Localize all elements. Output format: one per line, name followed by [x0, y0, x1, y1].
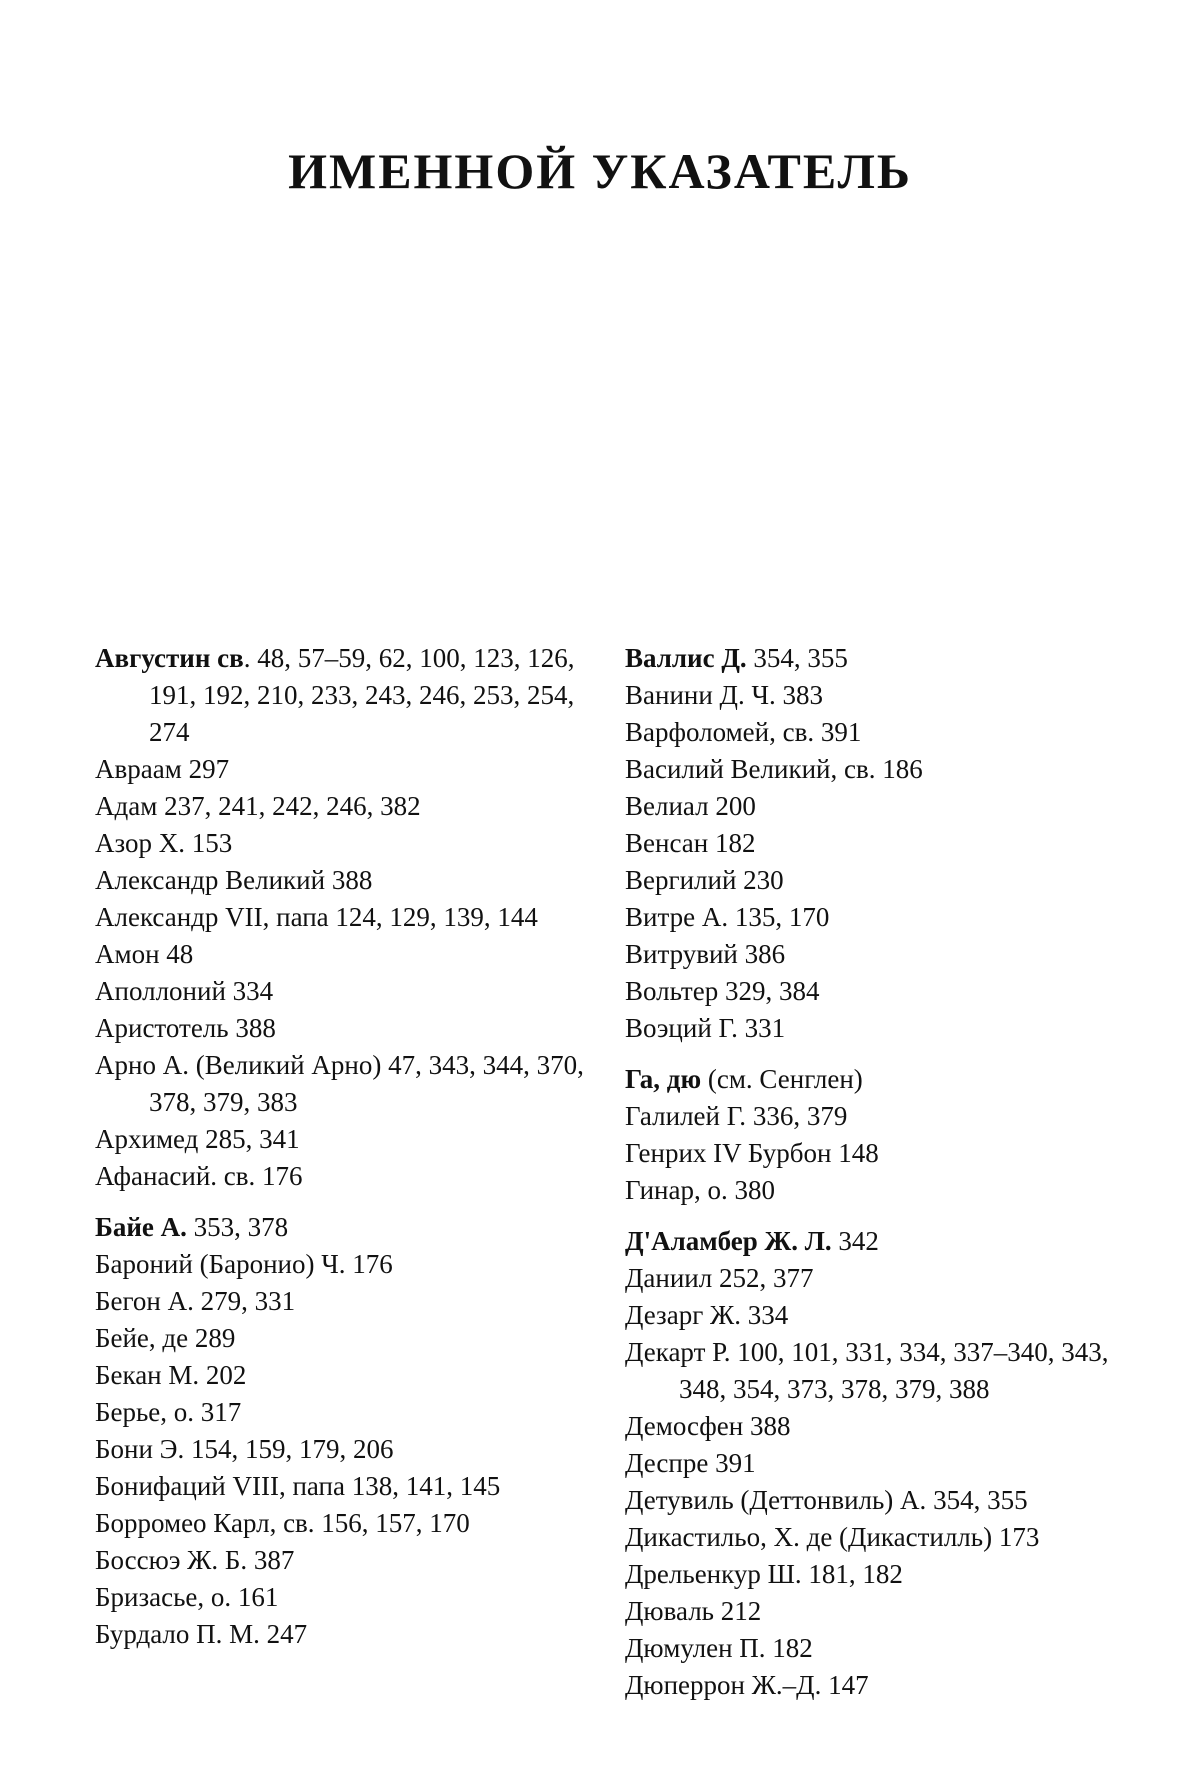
entry-pages: 182 [765, 1633, 813, 1663]
index-entry [95, 1579, 605, 1616]
index-letter-group [95, 640, 605, 1195]
entry-name: Дюмулен П. [625, 1633, 766, 1663]
entry-name: Боссюэ Ж. Б. [95, 1545, 248, 1575]
entry-pages: 279, 331 [193, 1286, 296, 1316]
entry-name: Бонифаций VIII, папа [95, 1471, 345, 1501]
index-entry [95, 1431, 605, 1468]
entry-name: Витрувий [625, 939, 738, 969]
entry-name: Га, дю [625, 1064, 702, 1094]
index-entry [95, 825, 605, 862]
index-entry [95, 1047, 605, 1121]
entry-pages: . 48, 57–59, 62, 100, 123, 126, 191, 192, 210, 233, 243, 246, 253, 254, 274 [149, 643, 575, 747]
index-entry [625, 1519, 1125, 1556]
entry-name: Бони Э. [95, 1434, 185, 1464]
entry-pages: 289 [188, 1323, 236, 1353]
index-entry [625, 1223, 1125, 1260]
entry-name: Венсан [625, 828, 709, 858]
entry-pages: (см. Сенглен) [701, 1064, 863, 1094]
entry-pages: 124, 129, 139, 144 [328, 902, 538, 932]
entry-name: Августин св [95, 643, 244, 673]
index-entry [95, 1505, 605, 1542]
index-entry [95, 1121, 605, 1158]
entry-name: Авраам [95, 754, 182, 784]
entry-pages: 387 [247, 1545, 295, 1575]
entry-name: Бризасье, о. [95, 1582, 232, 1612]
entry-pages: 148 [831, 1138, 879, 1168]
entry-pages: 153 [185, 828, 233, 858]
entry-pages: 182 [708, 828, 756, 858]
index-entry [95, 899, 605, 936]
entry-name: Галилей Г. [625, 1101, 747, 1131]
entry-pages: 212 [714, 1596, 762, 1626]
entry-name: Дезарг Ж. [625, 1300, 741, 1330]
entry-name: Генрих IV Бурбон [625, 1138, 832, 1168]
entry-pages: 181, 182 [801, 1559, 903, 1589]
entry-pages: 202 [199, 1360, 247, 1390]
entry-pages: 354, 355 [926, 1485, 1028, 1515]
entry-name: Гинар, о. [625, 1175, 728, 1205]
index-entry [95, 1246, 605, 1283]
index-entry [625, 640, 1125, 677]
entry-pages: 380 [727, 1175, 775, 1205]
entry-name: Вергилий [625, 865, 737, 895]
entry-name: Байе А. [95, 1212, 187, 1242]
index-entry [625, 1260, 1125, 1297]
index-entry [95, 936, 605, 973]
entry-pages: 48 [159, 939, 194, 969]
index-entry [625, 1556, 1125, 1593]
entry-name: Василий Великий, св. [625, 754, 876, 784]
index-entry [625, 862, 1125, 899]
entry-name: Варфоломей, св. [625, 717, 815, 747]
index-column-left [95, 640, 605, 1667]
index-entry [625, 714, 1125, 751]
entry-pages: 200 [708, 791, 756, 821]
entry-pages: 156, 157, 170 [314, 1508, 470, 1538]
index-entry [95, 1010, 605, 1047]
entry-name: Адам [95, 791, 158, 821]
entry-pages: 334 [740, 1300, 789, 1330]
entry-pages: 138, 141, 145 [344, 1471, 501, 1501]
entry-pages: 342 [831, 1226, 879, 1256]
entry-pages: 176 [345, 1249, 393, 1279]
entry-name: Афанасий. св. [95, 1161, 256, 1191]
entry-pages: 354, 355 [746, 643, 848, 673]
index-entry [625, 936, 1125, 973]
index-entry [625, 1630, 1125, 1667]
entry-name: Дюперрон Ж.–Д. [625, 1670, 822, 1700]
index-entry [625, 1010, 1125, 1047]
entry-pages: 252, 377 [712, 1263, 814, 1293]
index-entry [95, 751, 605, 788]
index-entry [625, 1135, 1125, 1172]
index-entry [625, 1061, 1125, 1098]
entry-pages: 317 [194, 1397, 242, 1427]
entry-name: Даниил [625, 1263, 713, 1293]
entry-pages: 247 [259, 1619, 308, 1649]
index-entry [625, 677, 1125, 714]
index-entry [95, 1283, 605, 1320]
index-entry [95, 1468, 605, 1505]
entry-pages: 47, 343, 344, 370, 378, 379, 383 [149, 1050, 584, 1117]
entry-name: Д'Аламбер Ж. Л. [625, 1226, 832, 1256]
entry-pages: 186 [875, 754, 923, 784]
entry-pages: 135, 170 [728, 902, 830, 932]
entry-name: Ванини Д. Ч. [625, 680, 776, 710]
entry-name: Дрельенкур Ш. [625, 1559, 802, 1589]
entry-pages: 331 [737, 1013, 786, 1043]
index-entry [625, 825, 1125, 862]
entry-name: Бароний (Баронио) Ч. [95, 1249, 346, 1279]
index-entry [625, 1482, 1125, 1519]
index-letter-group [625, 1223, 1125, 1704]
entry-pages: 176 [255, 1161, 303, 1191]
entry-pages: 285, 341 [198, 1124, 300, 1154]
index-letter-group [625, 1061, 1125, 1209]
entry-pages: 383 [775, 680, 824, 710]
entry-name: Бекан М. [95, 1360, 200, 1390]
entry-name: Аристотель [95, 1013, 229, 1043]
entry-pages: 388 [228, 1013, 276, 1043]
entry-pages: 297 [181, 754, 230, 784]
index-entry [95, 788, 605, 825]
index-entry [95, 1158, 605, 1195]
index-letter-group [625, 640, 1125, 1047]
index-entry [625, 1667, 1125, 1704]
index-entry [95, 973, 605, 1010]
index-entry [625, 899, 1125, 936]
entry-pages: 329, 384 [718, 976, 820, 1006]
entry-name: Дикастильо, Х. де (Дикастилль) [625, 1522, 993, 1552]
entry-name: Борромео Карл, св. [95, 1508, 315, 1538]
entry-name: Аполлоний [95, 976, 226, 1006]
entry-name: Валлис Д. [625, 643, 747, 673]
entry-pages: 336, 379 [746, 1101, 848, 1131]
entry-pages: 173 [992, 1522, 1040, 1552]
index-entry [625, 1593, 1125, 1630]
entry-name: Деспре [625, 1448, 709, 1478]
index-entry [625, 1334, 1125, 1408]
index-entry [625, 788, 1125, 825]
entry-name: Берье, о. [95, 1397, 195, 1427]
page-title: ИМЕННОЙ УКАЗАТЕЛЬ [288, 143, 912, 199]
entry-name: Детувиль (Деттонвиль) А. [625, 1485, 927, 1515]
entry-pages: 100, 101, 331, 334, 337–340, 343, 348, 354, 373, 378, 379, 388 [679, 1337, 1109, 1404]
entry-pages: 391 [814, 717, 862, 747]
index-entry [625, 1408, 1125, 1445]
index-entry [625, 751, 1125, 788]
entry-pages: 388 [325, 865, 373, 895]
entry-name: Бегон А. [95, 1286, 194, 1316]
entry-name: Витре А. [625, 902, 729, 932]
entry-pages: 334 [225, 976, 274, 1006]
entry-name: Демосфен [625, 1411, 744, 1441]
index-entry [95, 1616, 605, 1653]
index-entry [95, 1209, 605, 1246]
entry-name: Александр VII, папа [95, 902, 329, 932]
entry-name: Вольтер [625, 976, 719, 1006]
entry-name: Архимед [95, 1124, 199, 1154]
entry-name: Бейе, де [95, 1323, 189, 1353]
entry-pages: 161 [231, 1582, 279, 1612]
entry-pages: 230 [736, 865, 784, 895]
entry-pages: 147 [821, 1670, 869, 1700]
entry-name: Воэций Г. [625, 1013, 738, 1043]
entry-name: Александр Великий [95, 865, 326, 895]
entry-pages: 353, 378 [186, 1212, 289, 1242]
index-letter-group [95, 1209, 605, 1653]
index-entry [95, 1542, 605, 1579]
entry-name: Бурдало П. М. [95, 1619, 260, 1649]
index-entry [95, 1394, 605, 1431]
entry-name: Амон [95, 939, 160, 969]
index-entry [625, 973, 1125, 1010]
entry-pages: 154, 159, 179, 206 [184, 1434, 394, 1464]
index-entry [95, 640, 605, 751]
index-column-right [625, 640, 1125, 1718]
entry-pages: 391 [708, 1448, 756, 1478]
index-entry [95, 1320, 605, 1357]
index-entry [95, 1357, 605, 1394]
entry-name: Декарт Р. [625, 1337, 731, 1367]
index-entry [625, 1098, 1125, 1135]
entry-pages: 388 [743, 1411, 791, 1441]
entry-pages: 237, 241, 242, 246, 382 [157, 791, 421, 821]
entry-name: Велиал [625, 791, 709, 821]
index-entry [625, 1445, 1125, 1482]
entry-name: Дюваль [625, 1596, 714, 1626]
index-entry [95, 862, 605, 899]
index-entry [625, 1172, 1125, 1209]
index-entry [625, 1297, 1125, 1334]
entry-name: Азор Х. [95, 828, 186, 858]
entry-name: Арно А. (Великий Арно) [95, 1050, 382, 1080]
entry-pages: 386 [737, 939, 786, 969]
